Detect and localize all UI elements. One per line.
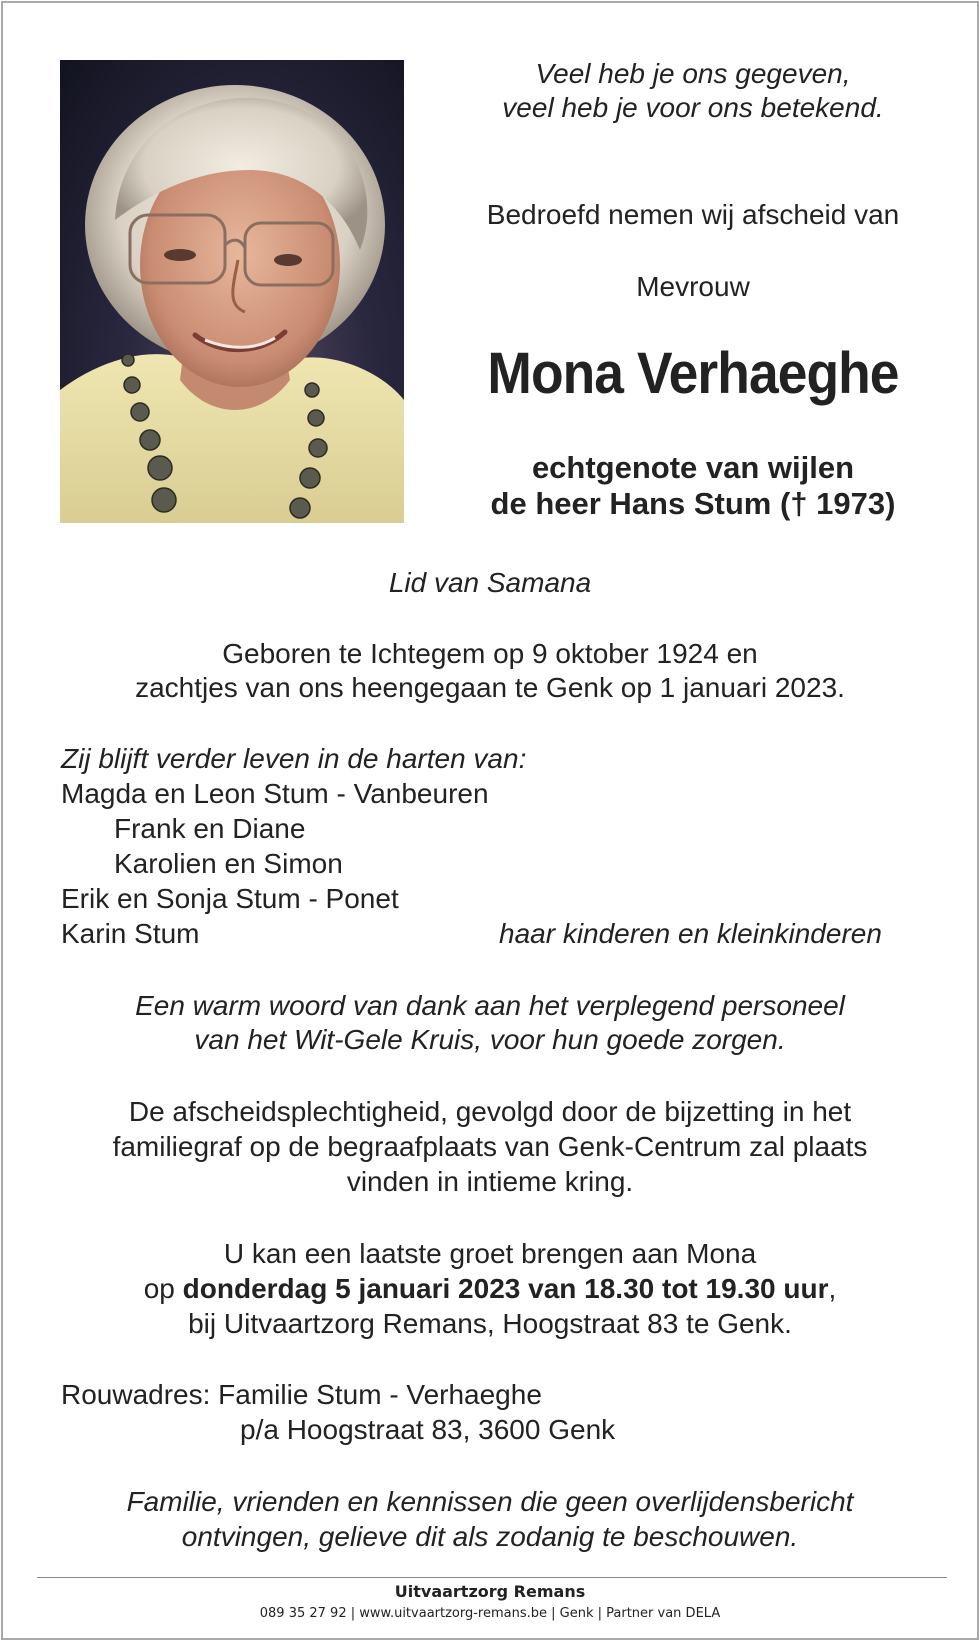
birth-death-line-2: zachtjes van ons heengegaan te Genk op 1 januari 2023.: [135, 672, 845, 703]
visitation-line-2: [3, 1272, 977, 1306]
deceased-name: Mona Verhaeghe: [487, 341, 899, 406]
footer-divider: [37, 1577, 947, 1578]
visitation-datetime: donderdag 5 januari 2023 van 18.30 tot 19.30 uur: [182, 1273, 829, 1304]
footer-company: Uitvaartzorg Remans: [394, 1582, 586, 1601]
birth-death-line-1: Geboren te Ichtegem op 9 oktober 1924 en: [222, 638, 758, 669]
spouse-line-2: de heer Hans Stum († 1973): [490, 486, 896, 521]
ceremony-line-2: familiegraf op de begraafplaats van Genk-Centrum zal plaats: [112, 1131, 868, 1162]
family-heading: Zij blijft verder leven in de harten van:: [61, 743, 527, 774]
visitation-line-1: U kan een laatste groet brengen aan Mona: [223, 1238, 757, 1269]
poem-line-2: veel heb je voor ons betekend.: [502, 92, 884, 123]
spouse-line-1: echtgenote van wijlen: [531, 450, 855, 485]
family-member: Karin Stum: [61, 918, 200, 949]
family-role: haar kinderen en kleinkinderen: [499, 918, 882, 949]
family-member: Frank en Diane: [114, 813, 306, 844]
portrait-illustration: [60, 60, 404, 523]
thanks-line-2: van het Wit-Gele Kruis, voor hun goede zorgen.: [194, 1024, 786, 1055]
family-member: Karolien en Simon: [114, 848, 343, 879]
address-line-1: Rouwadres: Familie Stum - Verhaeghe: [61, 1379, 542, 1410]
visitation-prefix: op: [143, 1273, 183, 1304]
notice-line-1: Familie, vrienden en kennissen die geen overlijdensbericht: [126, 1486, 854, 1517]
thanks-line-1: Een warm woord van dank aan het verplegend personeel: [135, 990, 845, 1021]
obituary-card: [1, 1, 979, 1640]
portrait-photo: [60, 60, 404, 523]
ceremony-line-1: De afscheidsplechtigheid, gevolgd door de bijzetting in het: [128, 1096, 852, 1127]
visitation-line-3: bij Uitvaartzorg Remans, Hoogstraat 83 te Genk.: [188, 1308, 792, 1339]
visitation-suffix: ,: [828, 1273, 837, 1304]
family-member: Magda en Leon Stum - Vanbeuren: [61, 778, 489, 809]
intro-text: Bedroefd nemen wij afscheid van: [486, 199, 900, 230]
family-member: Erik en Sonja Stum - Ponet: [61, 883, 399, 914]
address-line-2: p/a Hoogstraat 83, 3600 Genk: [240, 1414, 616, 1445]
membership: Lid van Samana: [388, 567, 592, 598]
poem-line-1: Veel heb je ons gegeven,: [535, 58, 851, 89]
footer-contact: 089 35 27 92 | www.uitvaartzorg-remans.be | Genk | Partner van DELA: [259, 1606, 721, 1621]
notice-line-2: ontvingen, gelieve dit als zodanig te beschouwen.: [181, 1521, 799, 1552]
ceremony-line-3: vinden in intieme kring.: [346, 1166, 634, 1197]
salutation: Mevrouw: [636, 271, 750, 302]
